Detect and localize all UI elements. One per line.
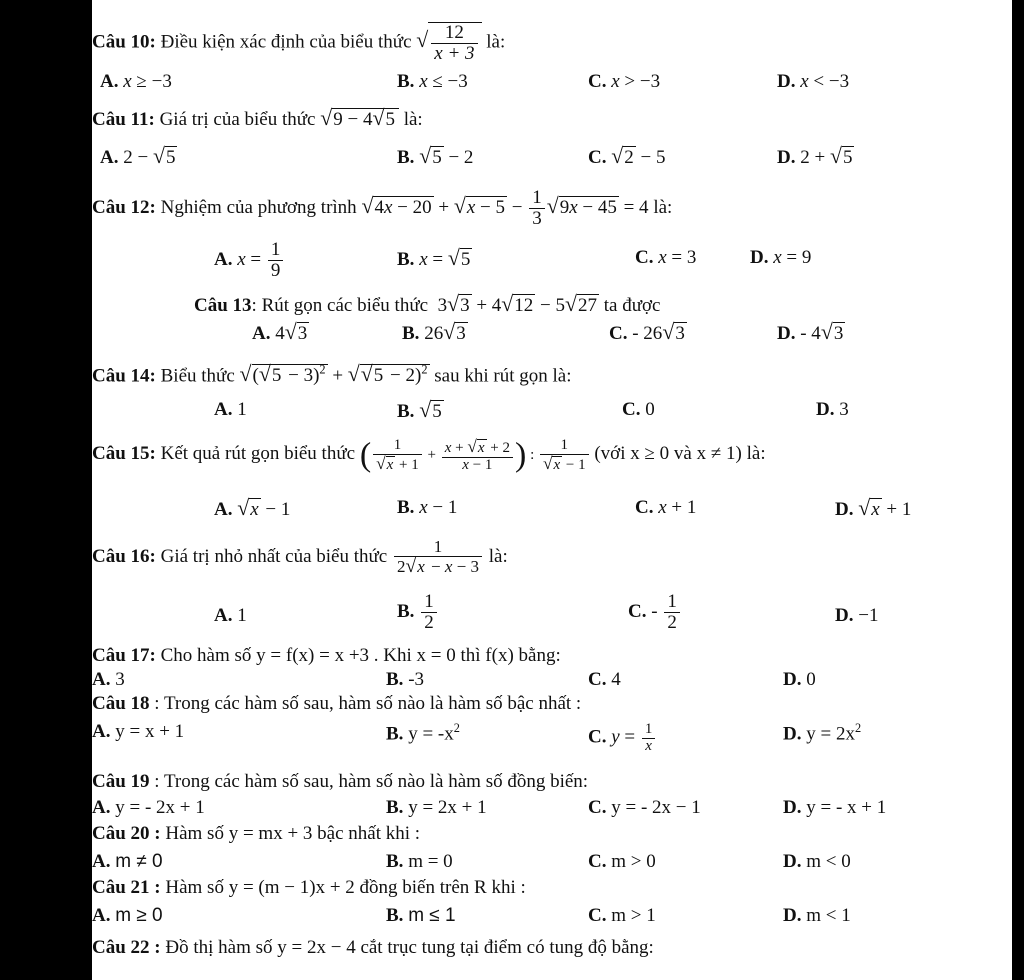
option-d: D. m < 0 [783,851,851,872]
question-label: Câu 15: [92,443,156,465]
option-c: C. √2 − 5 [588,144,666,168]
question-label: Câu 12: [92,196,156,218]
option-a: A. y = - 2x + 1 [92,797,205,818]
question-label: Câu 19 [92,771,150,792]
question-text: : Trong các hàm số sau, hàm số nào là hàm số đồng biến: [154,771,589,792]
option-b: B. m ≤ 1 [386,905,456,926]
option-b: B. x ≤ −3 [397,71,468,92]
question-text: Hàm số y = mx + 3 bậc nhất khi : [165,823,421,844]
question-15 [92,438,766,474]
question-text: Điều kiện xác định của biểu thức [160,31,412,53]
question-14 [92,364,571,386]
option-c: C. x = 3 [635,247,697,268]
option-b: B. x − 1 [397,497,458,518]
option-b: B. y = 2x + 1 [386,797,487,818]
question-text: Nghiệm của phương trình [160,196,357,218]
option-c: C. x + 1 [635,497,697,518]
question-text: : Trong các hàm số sau, hàm số nào là hàm số bậc nhất : [154,693,582,714]
question-text: Giá trị nhỏ nhất của biểu thức [160,546,388,568]
question-text: Đồ thị hàm số y = 2x − 4 cắt trục tung tại điểm có tung độ bằng: [165,937,654,958]
question-suffix: là: [653,196,673,218]
question-label: Câu 14: [92,365,156,387]
question-11 [92,108,423,130]
option-a: A. x = $\frac{1}{9}$ [214,240,285,281]
question-label: Câu 16: [92,546,156,568]
option-d: D. x = 9 [750,247,812,268]
option-d: D. 2 + √5 [777,144,853,168]
option-d: D. y = - x + 1 [783,797,887,818]
question-label: Câu 20 : [92,823,161,844]
option-d: D. - 4√3 [777,320,844,344]
math-expression: $\frac{1}{2√x - x - 3}$ [394,538,482,577]
option-b: B. m = 0 [386,851,453,872]
question-suffix: là: [486,31,506,53]
option-b: B. $\frac{1}{2}$ [397,592,439,633]
question-text: Kết quả rút gọn biểu thức [160,443,356,465]
option-d: D. m < 1 [783,905,851,926]
question-18 [92,694,581,713]
math-expression: √4x − 20 + √x − 5 − $\frac{1}{3}$ √9x − 45 = 4 [361,187,654,229]
option-c: C. - 26√3 [609,320,685,344]
question-17 [92,646,561,665]
math-expression: √ $\frac{12}{x + 3}$ [416,22,481,64]
option-c: C. m > 0 [588,851,656,872]
question-12 [92,188,672,229]
option-a: A. 2 − √5 [100,144,176,168]
option-c: C. - $\frac{1}{2}$ [628,592,682,633]
option-d: D. 0 [783,669,816,690]
question-22 [92,938,654,957]
option-a: A. 1 [214,605,247,626]
option-b: B. √5 − 2 [397,144,474,168]
option-d: D. −1 [835,605,879,626]
question-text: Giá trị của biểu thức [159,109,316,130]
question-10 [92,22,505,64]
question-13 [194,294,661,316]
option-a: A. x ≥ −3 [100,71,172,92]
question-label: Câu 22 : [92,937,161,958]
question-label: Câu 21 : [92,877,161,898]
option-c: C. 0 [622,399,655,420]
question-label: Câu 17: [92,645,156,666]
option-b: B. $y = -x^2$ [386,721,460,745]
math-expression: ( $\frac{1}{√x + 1}$ + $\frac{x + √x + 2}{x - 1}$ ) : $\frac{1}{√x - 1}$ [360,447,595,463]
question-suffix: là: [403,109,423,130]
option-c: C. y = $\frac{1}{x}$ [588,722,657,755]
option-c: C. m > 1 [588,905,656,926]
math-expression: 3√3 + 4√12 − 5√27 [432,292,597,316]
question-21 [92,878,526,897]
math-expression: $√(√5 - 3)^2 + √√5 - 2)^2$ [239,362,428,387]
option-b: B. 26√3 [402,320,466,344]
question-label: Câu 10: [92,31,156,53]
math-expression: √9 − 4√5 [320,109,399,130]
option-b: B. -3 [386,669,425,690]
question-text: Cho hàm số y = f(x) = x +3 . Khi x = 0 thì f(x) bằng: [160,645,561,666]
question-16 [92,538,508,577]
option-d: D. 3 [816,399,849,420]
option-c: C. y = - 2x − 1 [588,797,701,818]
option-d: D. √x + 1 [835,496,912,520]
worksheet-page [92,0,1012,980]
question-suffix: ta được [603,295,661,316]
option-d: D. $y = 2x^2$ [783,721,862,745]
option-a: A. √x − 1 [214,496,291,520]
option-c: C. x > −3 [588,71,661,92]
question-suffix: (với x ≥ 0 và x ≠ 1) là: [594,443,766,465]
question-label: Câu 18 [92,693,150,714]
question-label: Câu 11: [92,109,155,130]
question-text: Biểu thức [160,365,235,387]
question-text: Hàm số y = (m − 1)x + 2 đồng biến trên R khi : [165,877,526,898]
option-a: A. 1 [214,399,247,420]
option-b: B. x = √5 [397,246,471,270]
option-b: B. √5 [397,398,442,422]
option-a: A. m ≥ 0 [92,905,163,926]
question-suffix: sau khi rút gọn là: [434,365,572,387]
option-a: A. y = x + 1 [92,721,185,742]
option-a: A. m ≠ 0 [92,851,163,872]
option-c: C. 4 [588,669,621,690]
option-a: A. 4√3 [252,320,308,344]
option-a: A. 3 [92,669,125,690]
question-19 [92,772,588,791]
question-label: Câu 13 [194,295,252,316]
question-20 [92,824,420,843]
question-suffix: là: [488,546,508,568]
question-text: : Rút gọn các biểu thức [251,295,429,316]
option-d: D. x < −3 [777,71,850,92]
